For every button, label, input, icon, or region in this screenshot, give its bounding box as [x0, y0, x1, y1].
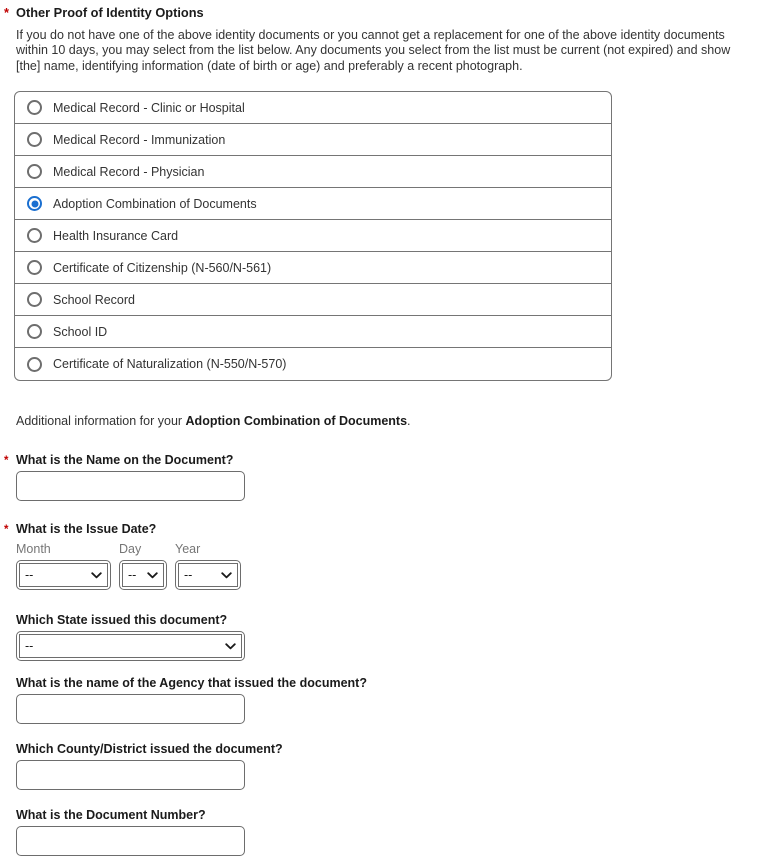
chevron-down-icon [91, 572, 102, 579]
radio-option-label: Medical Record - Immunization [53, 132, 226, 147]
document-number-input[interactable] [16, 826, 245, 856]
radio-option-label: School Record [53, 292, 135, 307]
radio-option-row[interactable] [15, 220, 611, 252]
radio-button[interactable] [27, 357, 42, 372]
radio-option-label: School ID [53, 324, 108, 339]
radio-option-label: Adoption Combination of Documents [53, 196, 257, 211]
radio-button[interactable] [27, 292, 42, 307]
radio-button[interactable] [27, 196, 42, 211]
state-select[interactable] [16, 631, 245, 661]
month-label: Month [16, 542, 51, 557]
field-agency [16, 676, 751, 724]
issue-date-label-text: What is the Issue Date? [16, 522, 157, 537]
radio-button[interactable] [27, 100, 42, 115]
year-select-value: -- [184, 568, 193, 583]
radio-option-label: Certificate of Citizenship (N-560/N-561) [53, 260, 272, 275]
required-asterisk: * [4, 5, 9, 20]
field-state [16, 613, 751, 661]
chevron-down-icon [221, 572, 232, 579]
day-label: Day [119, 542, 142, 557]
radio-button[interactable] [27, 260, 42, 275]
day-select-value: -- [128, 568, 137, 583]
additional-info-text [16, 414, 751, 428]
month-select[interactable] [16, 560, 111, 590]
section-title [4, 5, 751, 20]
chevron-down-icon [147, 572, 158, 579]
month-select-value: -- [25, 568, 34, 583]
county-input[interactable] [16, 760, 245, 790]
issue-date-label [4, 522, 157, 537]
issue-date-selects [16, 560, 751, 590]
intro-paragraph: If you do not have one of the above identity documents or you cannot get a replacement for one of the above identity documents within 10 days, you may select from the list below. Any documents you select from the list must be current (not expired) and show [the] name, identifying information (date of birth or age) and preferably a recent photograph. [16, 28, 731, 73]
state-select-value: -- [25, 639, 34, 654]
required-asterisk: * [4, 455, 9, 468]
radio-option-row[interactable] [15, 188, 611, 220]
radio-option-row[interactable] [15, 92, 611, 124]
additional-info-prefix: Additional information for your [16, 414, 186, 429]
radio-button[interactable] [27, 132, 42, 147]
radio-option-row[interactable] [15, 284, 611, 316]
selected-document-name: Adoption Combination of Documents [185, 414, 408, 429]
agency-label: What is the name of the Agency that issued the document? [16, 676, 367, 691]
field-issue-date [4, 522, 751, 590]
radio-option-row[interactable] [15, 316, 611, 348]
agency-input[interactable] [16, 694, 245, 724]
required-asterisk: * [4, 524, 9, 537]
year-label: Year [175, 542, 201, 557]
radio-button[interactable] [27, 228, 42, 243]
name-on-document-input[interactable] [16, 471, 245, 501]
section-title-text: Other Proof of Identity Options [16, 5, 204, 20]
radio-option-label: Health Insurance Card [53, 228, 179, 243]
radio-button[interactable] [27, 164, 42, 179]
radio-option-label: Medical Record - Clinic or Hospital [53, 100, 245, 115]
county-label: Which County/District issued the document? [16, 742, 283, 757]
document-number-label: What is the Document Number? [16, 808, 206, 823]
radio-option-row[interactable] [15, 156, 611, 188]
radio-option-row[interactable] [15, 348, 611, 380]
radio-button[interactable] [27, 324, 42, 339]
radio-option-row[interactable] [15, 124, 611, 156]
identity-options-list [14, 91, 612, 381]
state-select-row [16, 631, 751, 661]
name-on-document-label-text: What is the Name on the Document? [16, 453, 234, 468]
name-on-document-label [4, 453, 234, 468]
additional-info-suffix: . [407, 414, 411, 429]
field-county [16, 742, 751, 790]
issue-date-sublabels [16, 542, 751, 556]
chevron-down-icon [225, 643, 236, 650]
radio-option-label: Certificate of Naturalization (N-550/N-570) [53, 357, 287, 372]
day-select[interactable] [119, 560, 167, 590]
state-label: Which State issued this document? [16, 613, 228, 628]
year-select[interactable] [175, 560, 241, 590]
field-document-number [16, 808, 751, 856]
field-name-on-document [4, 453, 751, 501]
radio-option-row[interactable] [15, 252, 611, 284]
radio-option-label: Medical Record - Physician [53, 164, 205, 179]
